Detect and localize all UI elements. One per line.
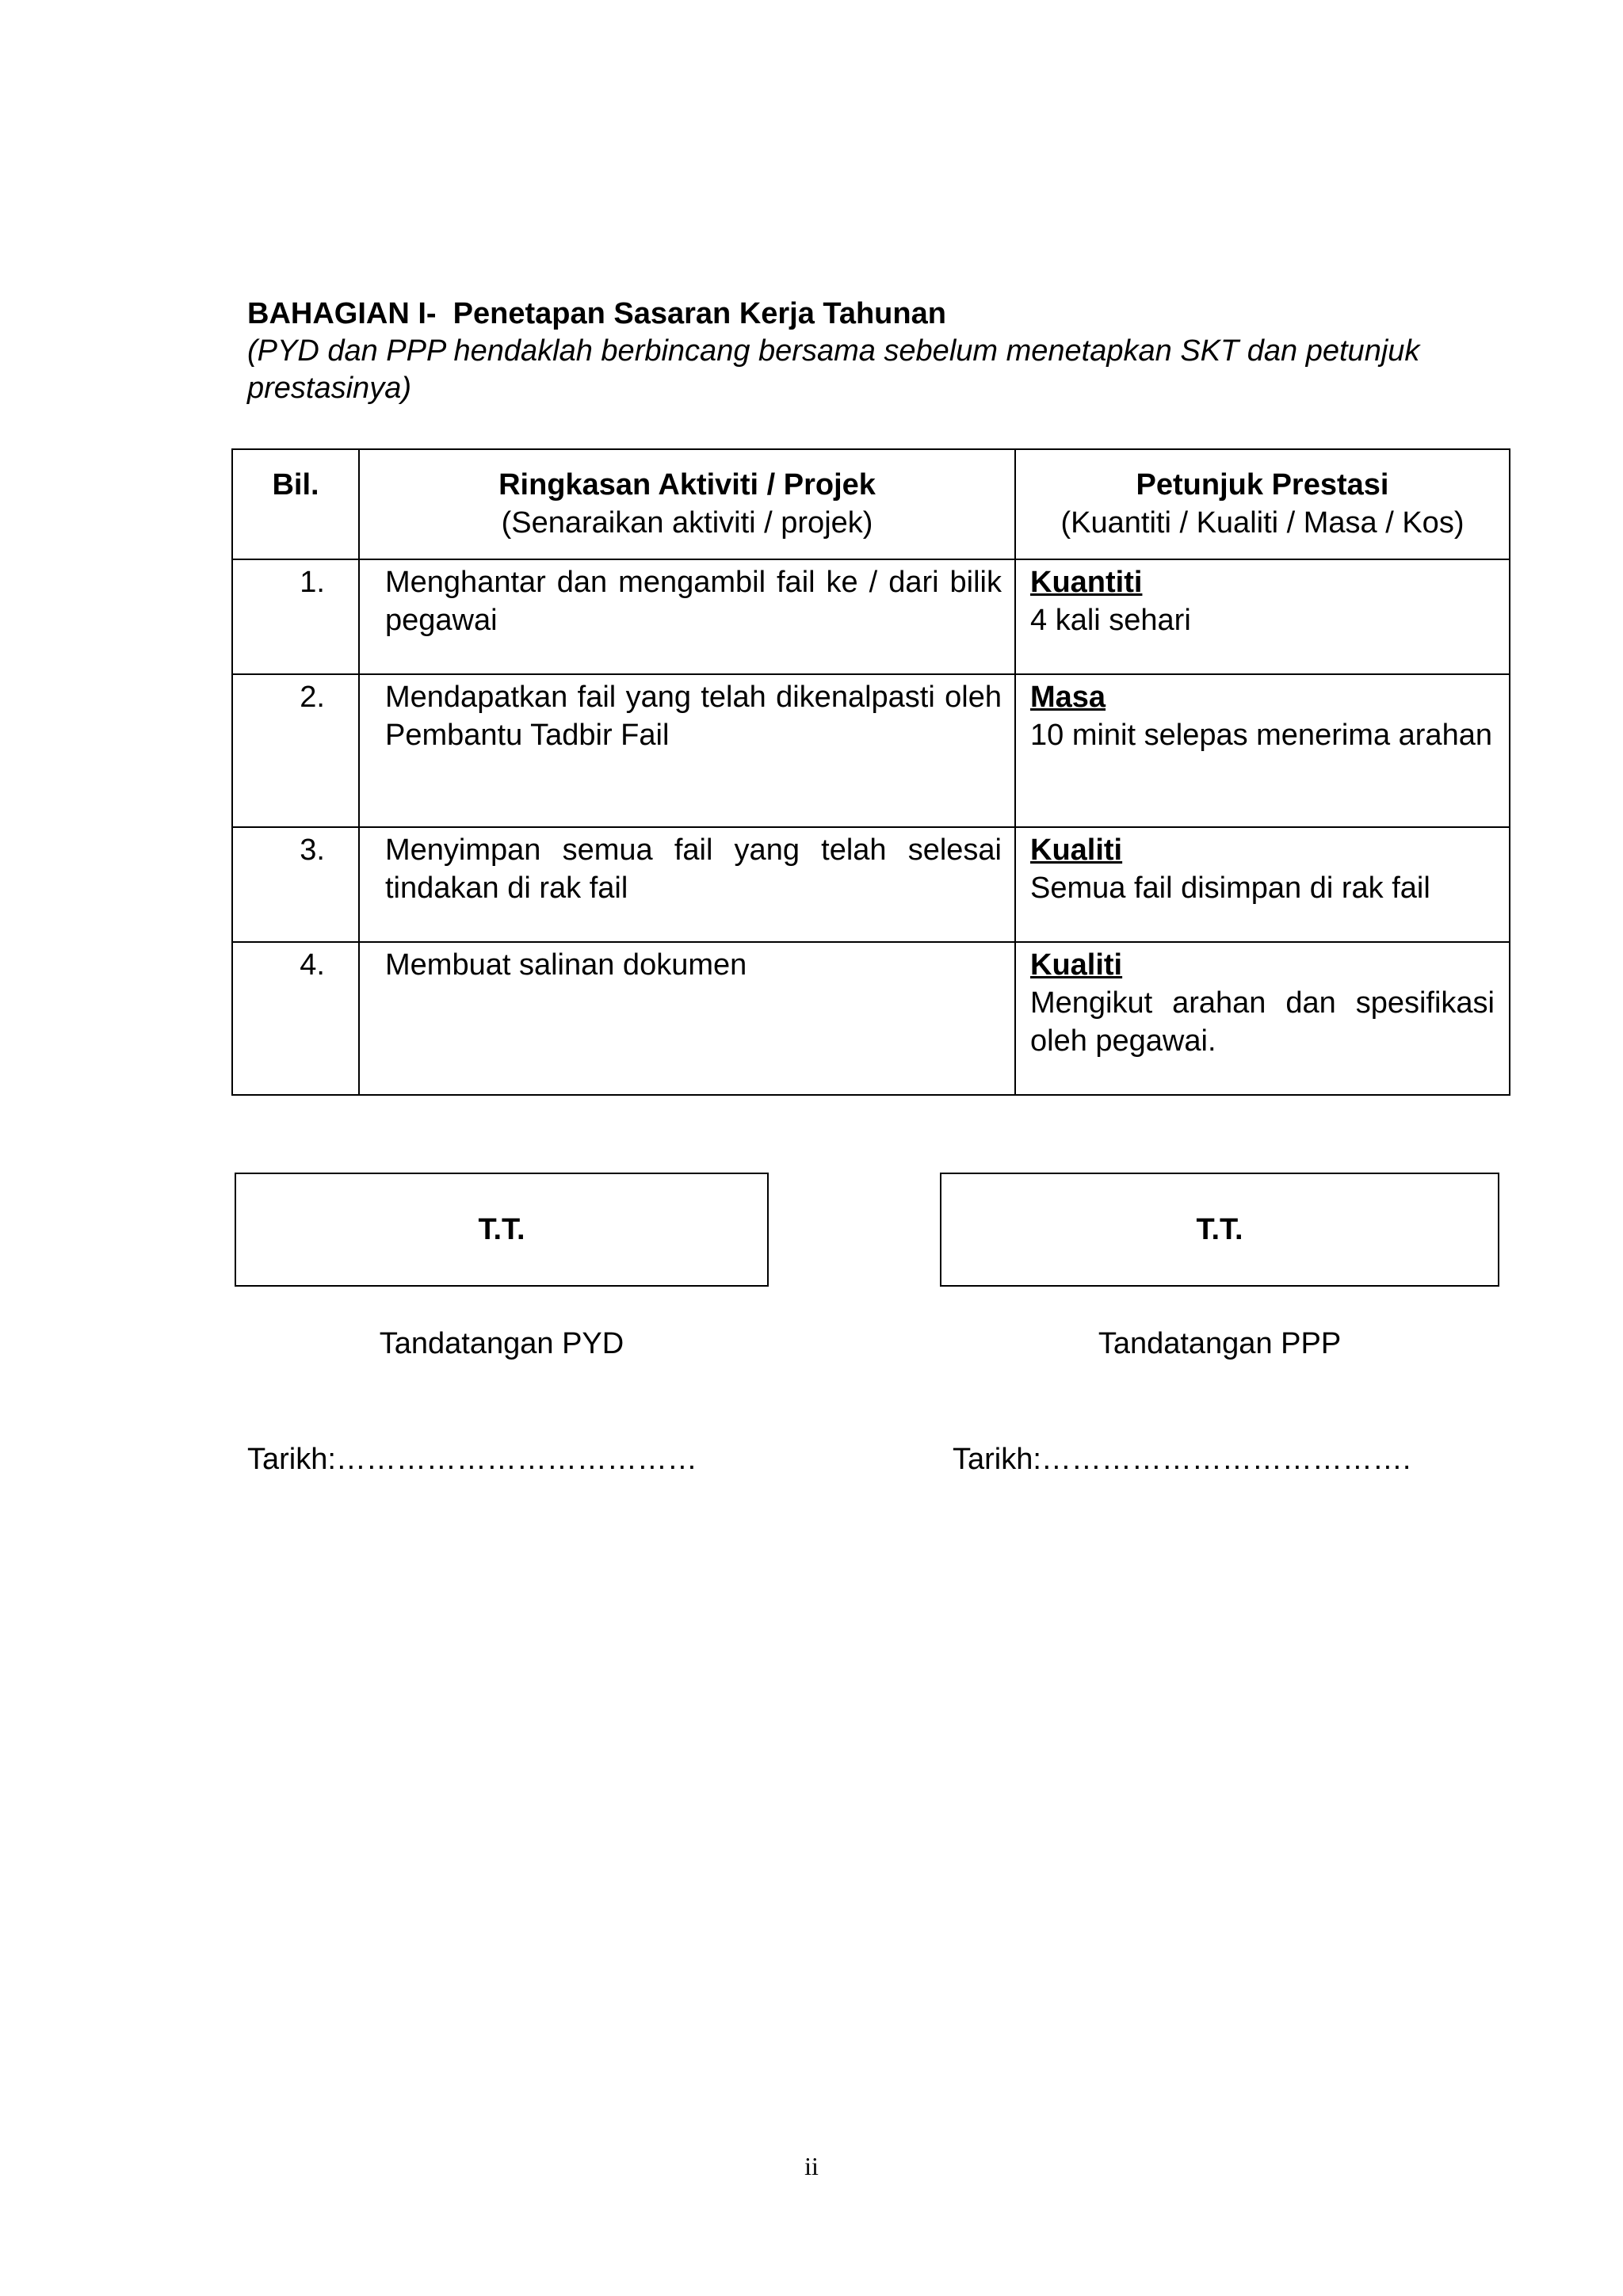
date-line-pyd: Tarikh:……………………………… bbox=[247, 1443, 697, 1476]
section-note: (PYD dan PPP hendaklah berbincang bersama sebelum menetapkan SKT dan petunjuk prestasinya) bbox=[247, 334, 1420, 405]
row-activity: Menyimpan semua fail yang telah selesai tindakan di rak fail bbox=[359, 827, 1015, 942]
page-number: ii bbox=[804, 2152, 819, 2180]
table-row bbox=[232, 827, 1510, 942]
table-row bbox=[232, 942, 1510, 1095]
header-indicator-title: Petunjuk Prestasi bbox=[1136, 468, 1389, 502]
table-row bbox=[232, 559, 1510, 674]
signature-caption-ppp: Tandatangan PPP bbox=[1098, 1327, 1342, 1360]
indicator-label: Kualiti bbox=[1030, 833, 1123, 867]
indicator-text: Semua fail disimpan di rak fail bbox=[1030, 871, 1430, 905]
indicator-label: Kualiti bbox=[1030, 948, 1123, 982]
header-indicator bbox=[1015, 449, 1510, 559]
row-activity: Menghantar dan mengambil fail ke / dari bilik pegawai bbox=[359, 559, 1015, 674]
row-indicator bbox=[1015, 942, 1510, 1095]
row-activity: Membuat salinan dokumen bbox=[359, 942, 1015, 1095]
signature-caption-pyd: Tandatangan PYD bbox=[379, 1327, 624, 1360]
row-number: 1. bbox=[232, 559, 359, 674]
row-number: 2. bbox=[232, 674, 359, 827]
header-activity-sub: (Senaraikan aktiviti / projek) bbox=[501, 506, 873, 540]
signature-box-ppp: T.T. bbox=[940, 1173, 1499, 1287]
row-indicator bbox=[1015, 559, 1510, 674]
row-number: 3. bbox=[232, 827, 359, 942]
skt-table bbox=[231, 448, 1510, 1096]
date-line-ppp: Tarikh:………………………………. bbox=[953, 1443, 1411, 1476]
indicator-label: Kuantiti bbox=[1030, 566, 1143, 599]
table-header-row bbox=[232, 449, 1510, 559]
section-heading bbox=[247, 295, 1515, 407]
indicator-text: 4 kali sehari bbox=[1030, 604, 1191, 637]
header-activity-title: Ringkasan Aktiviti / Projek bbox=[498, 468, 876, 502]
row-number: 4. bbox=[232, 942, 359, 1095]
table-row bbox=[232, 674, 1510, 827]
indicator-label: Masa bbox=[1030, 681, 1106, 714]
header-activity bbox=[359, 449, 1015, 559]
header-no-label: Bil. bbox=[272, 468, 319, 502]
section-title: BAHAGIAN I- Penetapan Sasaran Kerja Tahunan bbox=[247, 297, 946, 330]
row-indicator bbox=[1015, 827, 1510, 942]
row-indicator bbox=[1015, 674, 1510, 827]
indicator-text: Mengikut arahan dan spesifikasi oleh pegawai. bbox=[1030, 986, 1495, 1058]
signature-box-pyd: T.T. bbox=[235, 1173, 769, 1287]
header-no bbox=[232, 449, 359, 559]
row-activity: Mendapatkan fail yang telah dikenalpasti oleh Pembantu Tadbir Fail bbox=[359, 674, 1015, 827]
indicator-text: 10 minit selepas menerima arahan bbox=[1030, 719, 1492, 752]
header-indicator-sub: (Kuantiti / Kualiti / Masa / Kos) bbox=[1060, 506, 1465, 540]
